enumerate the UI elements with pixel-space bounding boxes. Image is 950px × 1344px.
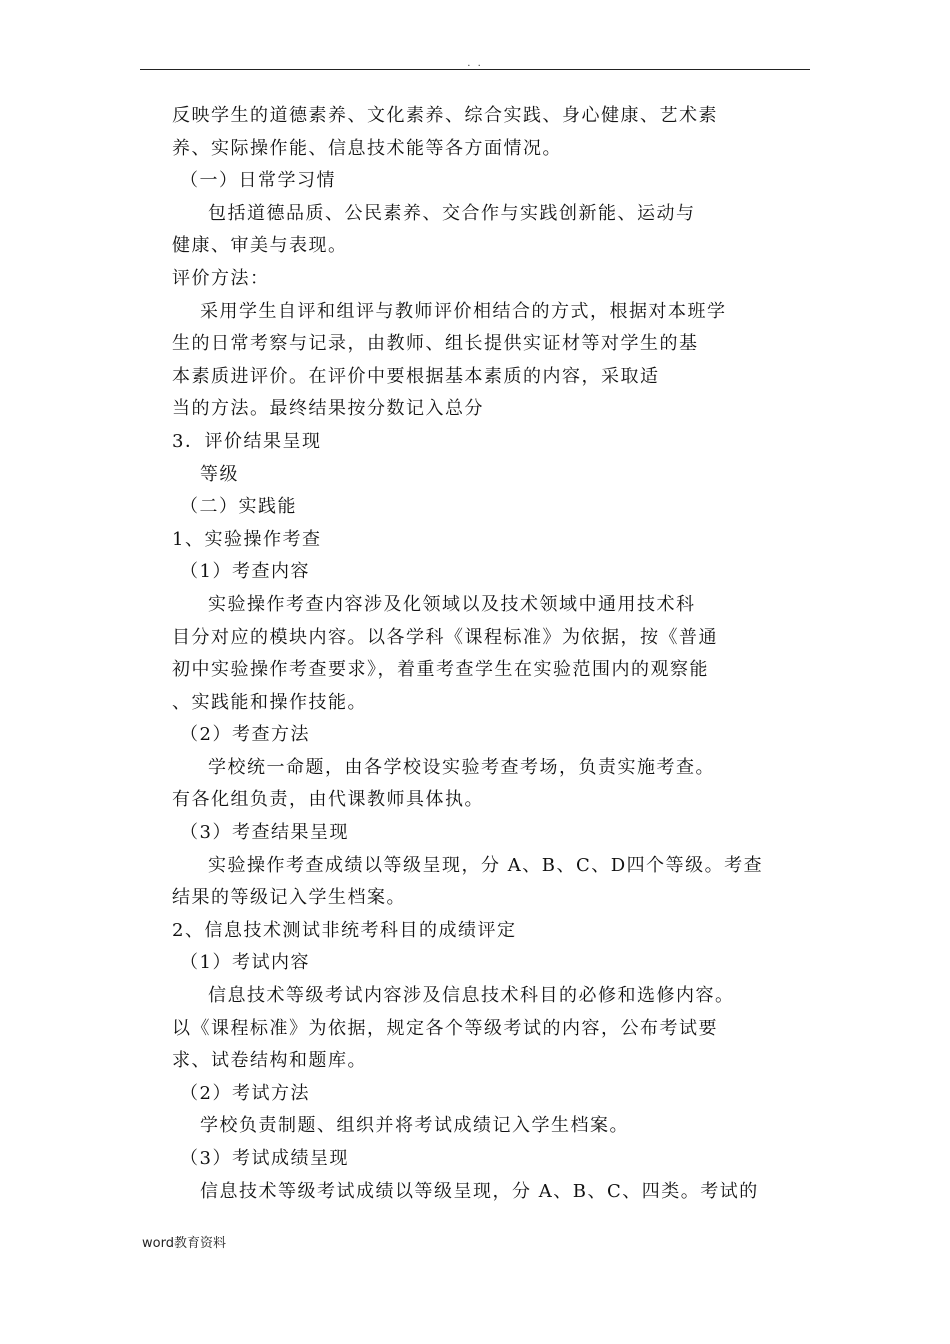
- footer-label: word教育资料: [142, 1236, 226, 1251]
- subheading: （3）考试成绩呈现: [180, 1148, 349, 1169]
- subheading: （3）考查结果呈现: [180, 822, 349, 844]
- section-heading: （二）实践能: [180, 496, 297, 518]
- paragraph-line: 当的方法。最终结果按分数记入总分: [172, 398, 484, 420]
- subheading: （1）考查内容: [180, 561, 310, 583]
- paragraph-line: 反映学生的道德素养、文化素养、综合实践、身心健康、艺术素: [172, 105, 718, 126]
- header-dots: . .: [467, 58, 483, 69]
- paragraph-line: 等级: [200, 463, 239, 485]
- paragraph-line: 学校负责制题、组织并将考试成绩记入学生档案。: [200, 1115, 629, 1137]
- paragraph-line: 健康、审美与表现。: [172, 235, 348, 257]
- paragraph-line: 养、实际操作能、信息技术能等各方面情况。: [172, 137, 562, 159]
- paragraph-line: 信息技术等级考试成绩以等级呈现，分 A、B、C、四类。考试的: [200, 1180, 759, 1202]
- paragraph-line: 求、试卷结构和题库。: [172, 1050, 367, 1072]
- subheading: （2）考试方法: [180, 1082, 310, 1104]
- paragraph-line: 以《课程标准》为依据，规定各个等级考试的内容，公布考试要: [172, 1017, 718, 1039]
- paragraph-line: 本素质进评价。在评价中要根据基本素质的内容，采取适: [172, 365, 660, 387]
- subheading: （2）考查方法: [180, 724, 310, 746]
- paragraph-line: 结果的等级记入学生档案。: [172, 887, 406, 909]
- section-heading: （一）日常学习情: [180, 170, 336, 192]
- paragraph-line: 初中实验操作考查要求》，着重考查学生在实验范围内的观察能: [172, 659, 709, 681]
- subheading: （1）考试内容: [180, 952, 310, 974]
- paragraph-line: 实验操作考查内容涉及化领域以及技术领域中通用技术科: [208, 593, 696, 615]
- subheading: 评价方法：: [172, 267, 270, 289]
- paragraph-line: 、实践能和操作技能。: [172, 691, 367, 713]
- header-rule: [140, 69, 810, 70]
- paragraph-line: 包括道德品质、公民素养、交合作与实践创新能、运动与: [208, 202, 696, 224]
- subheading: 1、实验操作考查: [172, 528, 322, 550]
- document-body: [172, 100, 812, 1208]
- subheading: 2、信息技术测试非统考科目的成绩评定: [172, 919, 517, 941]
- paragraph-line: 信息技术等级考试内容涉及信息技术科目的必修和选修内容。: [208, 985, 735, 1007]
- paragraph-line: 采用学生自评和组评与教师评价相结合的方式，根据对本班学: [200, 300, 727, 322]
- paragraph-line: 目分对应的模块内容。以各学科《课程标准》为依据，按《普通: [172, 626, 718, 648]
- paragraph-line: 实验操作考查成绩以等级呈现，分 A、B、C、D四个等级。考查: [208, 854, 764, 876]
- subheading: 3．评价结果呈现: [172, 430, 322, 452]
- paragraph-line: 学校统一命题，由各学校设实验考查考场，负责实施考查。: [208, 756, 715, 778]
- paragraph-line: 生的日常考察与记录，由教师、组长提供实证材等对学生的基: [172, 333, 699, 355]
- paragraph-line: 有各化组负责，由代课教师具体执。: [172, 789, 484, 811]
